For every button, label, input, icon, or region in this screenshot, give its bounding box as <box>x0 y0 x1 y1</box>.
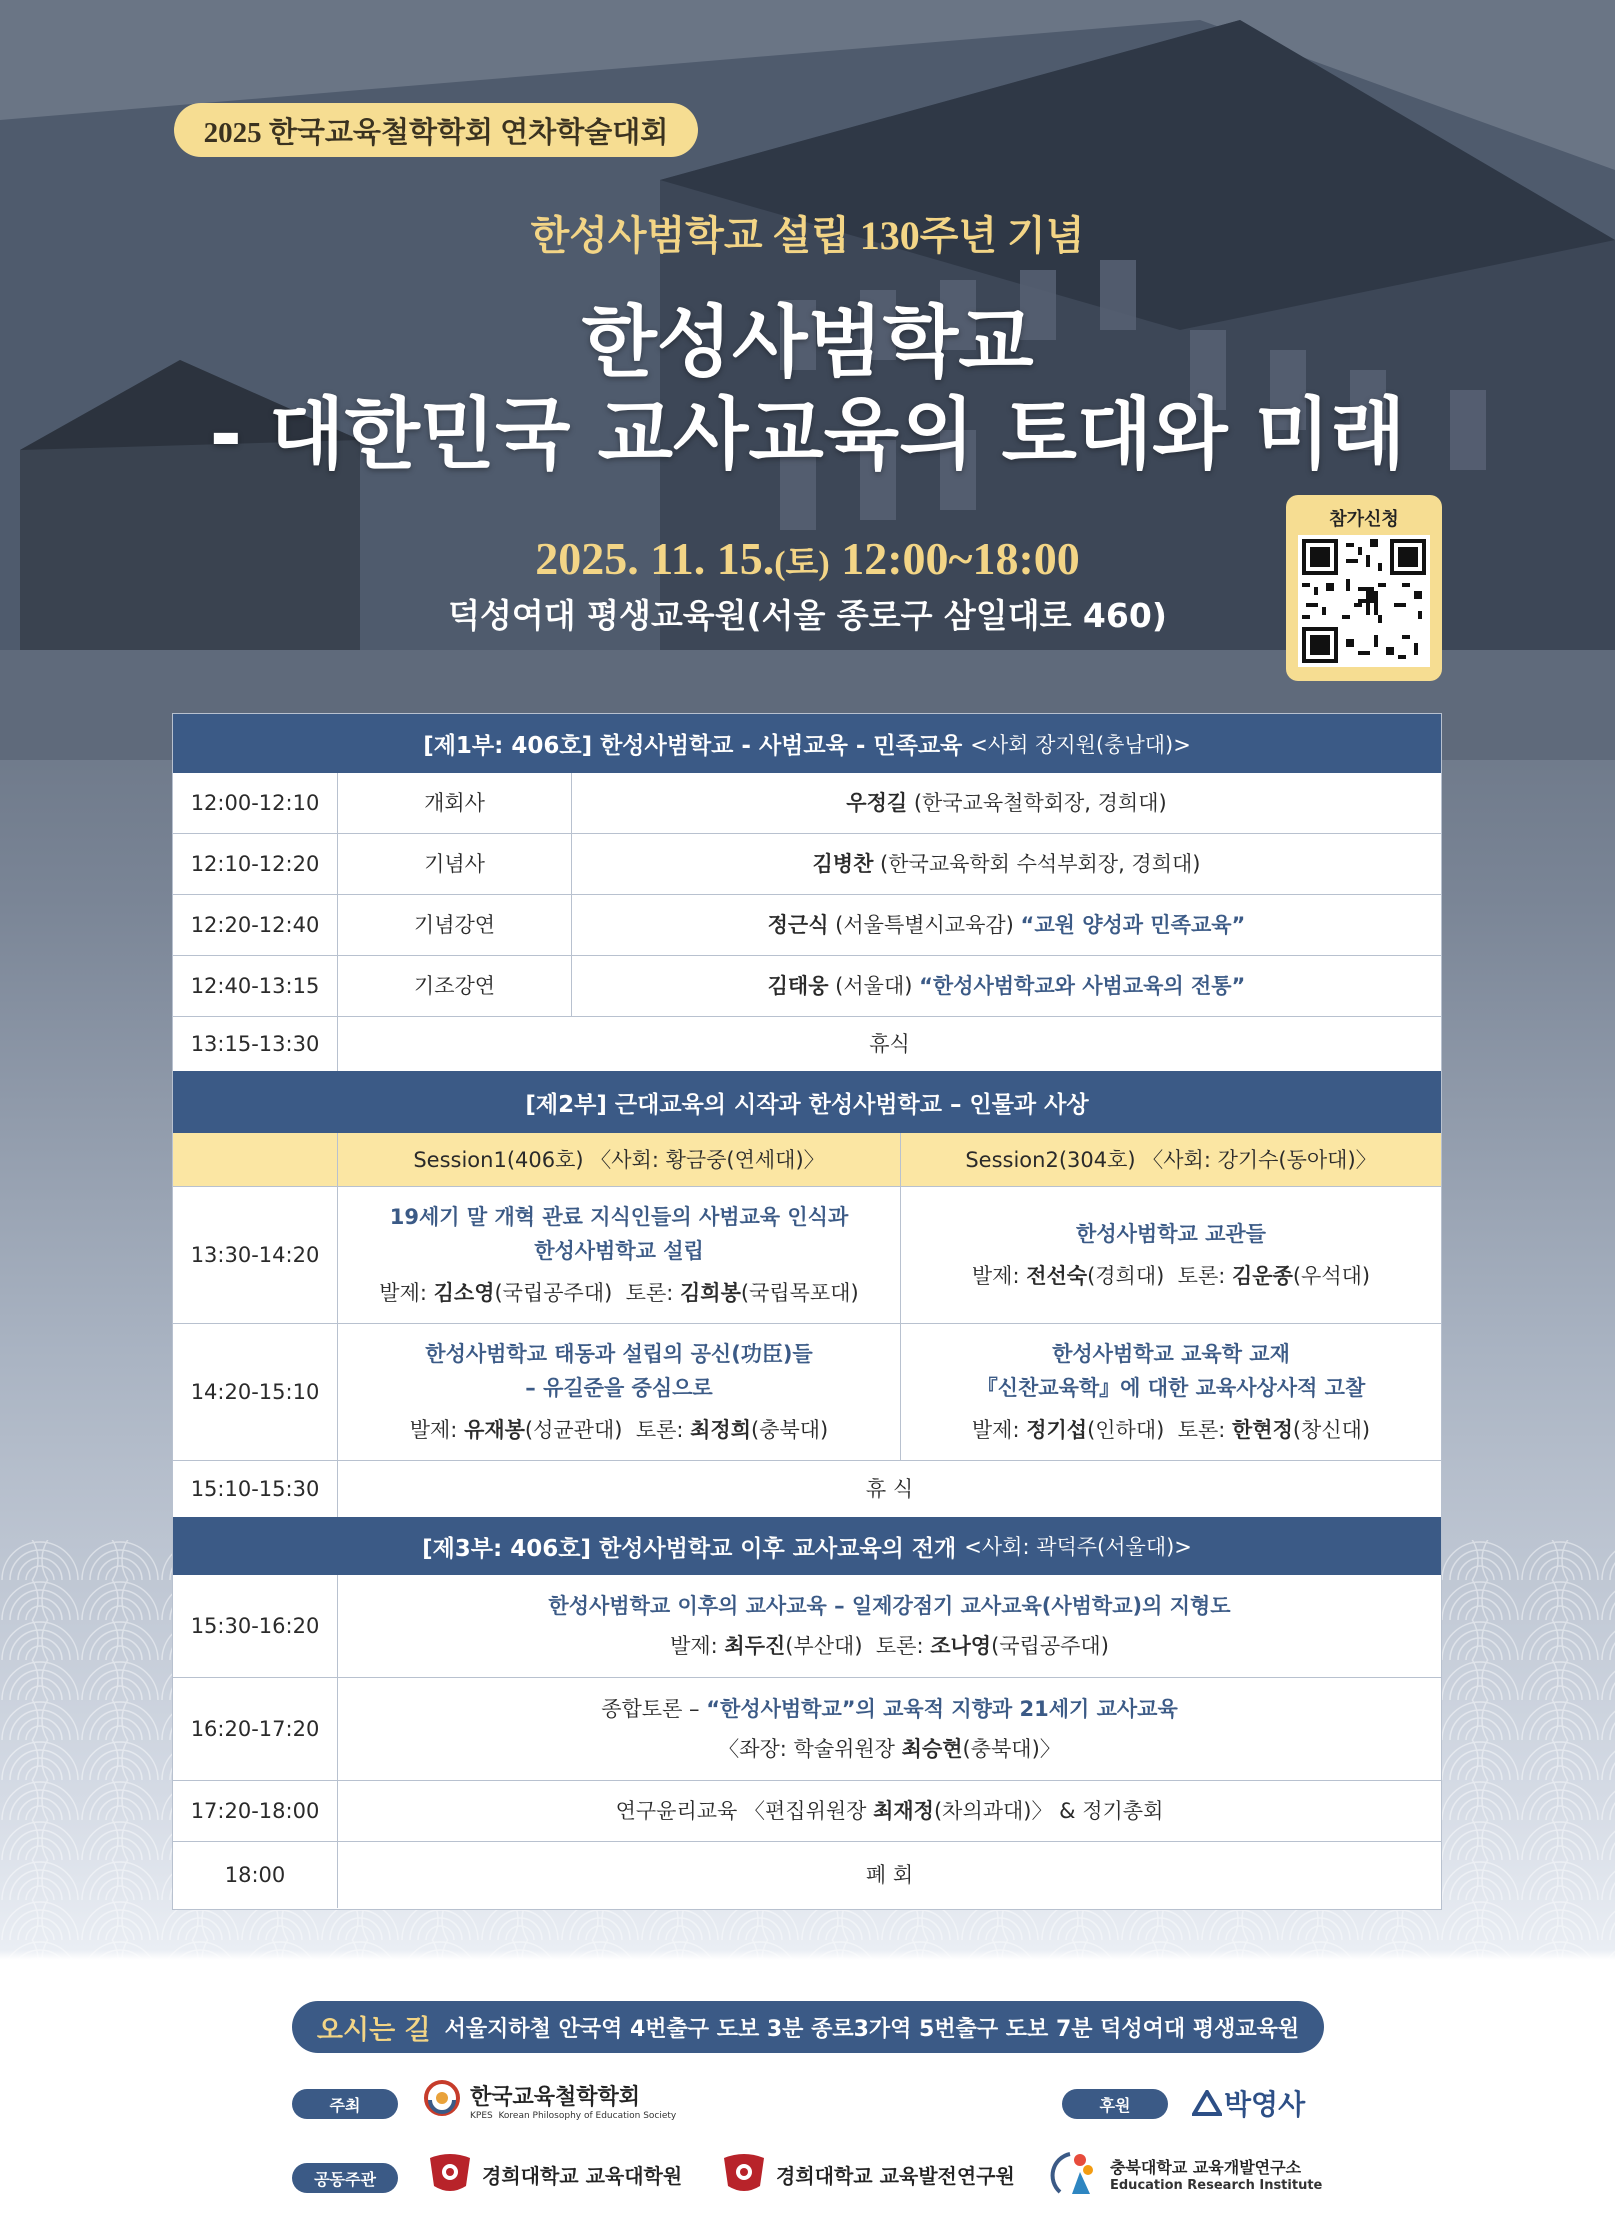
event-venue: 덕성여대 평생교육원(서울 종로구 삼일대로 460) <box>448 596 1167 635</box>
table-row <box>173 1781 1441 1842</box>
speaker-name: 우정길 <box>846 791 908 815</box>
session2-header: Session2(304호) 〈사회: 강기수(동아대)〉 <box>965 1147 1377 1172</box>
presenter-line: 발제: 김소영(국립공주대) 토론: 김희봉(국립목포대) <box>379 1281 859 1305</box>
part3-title: [제3부: 406호] 한성사범학교 이후 교사교육의 전개 <box>422 1535 957 1562</box>
role-cell: 기념사 <box>338 834 572 894</box>
sponsor-name: 박영사 <box>1224 2088 1306 2121</box>
session2-cell <box>901 1187 1441 1323</box>
time-cell: 13:15-13:30 <box>173 1017 338 1071</box>
table-row <box>173 1017 1441 1071</box>
presenter-line: 발제: 전선숙(경희대) 토론: 김운종(우석대) <box>971 1264 1371 1288</box>
event-date: 2025. 11. 15. <box>535 533 775 584</box>
speaker-affiliation: (한국교육철학회장, 경희대) <box>907 791 1167 815</box>
discussant-name: 한현정 <box>1232 1418 1293 1442</box>
host-logo <box>420 2078 676 2122</box>
cbnu-institute-icon <box>1050 2146 1104 2202</box>
ethics-cell: 연구윤리교육 〈편집위원장 최재정(차의과대)〉 & 정기총회 <box>615 1799 1164 1823</box>
discussion-title: 종합토론 – “한성사범학교”의 교육적 지향과 21세기 교사교육 <box>601 1697 1178 1721</box>
session1-cell <box>338 1324 901 1460</box>
part1-title: [제1부: 406호] 한성사범학교 - 사범교육 - 민족교육 <box>423 733 963 759</box>
cohost1-name: 경희대학교 교육대학원 <box>482 2163 683 2188</box>
session2-cell <box>901 1324 1441 1460</box>
cohost2-name: 경희대학교 교육발전연구원 <box>776 2163 1015 2188</box>
presenter-name: 최두진 <box>724 1634 786 1658</box>
table-row <box>173 895 1441 956</box>
part2-header <box>173 1071 1441 1133</box>
presentation-title: – 유길준을 중심으로 <box>525 1376 713 1400</box>
time-cell: 12:10-12:20 <box>173 834 338 894</box>
qr-code-icon[interactable] <box>1298 535 1430 667</box>
time-cell: 12:40-13:15 <box>173 956 338 1016</box>
role-cell: 개회사 <box>338 773 572 833</box>
directions-bar <box>292 2001 1324 2053</box>
speaker-name: 김병찬 <box>812 852 874 876</box>
table-row <box>173 834 1441 895</box>
presenter-name: 김소영 <box>433 1281 495 1305</box>
time-cell: 13:30-14:20 <box>173 1187 338 1323</box>
closing-cell: 폐 회 <box>865 1863 914 1887</box>
editor-name: 최재정 <box>873 1799 934 1823</box>
speaker-affiliation: (서울대) <box>828 974 920 998</box>
table-row <box>173 1678 1441 1781</box>
table-row <box>173 1461 1441 1517</box>
sponsor-label: 후원 <box>1062 2089 1168 2119</box>
time-cell: 18:00 <box>173 1842 338 1908</box>
discussant-name: 김운종 <box>1232 1264 1293 1288</box>
speaker-cell <box>572 773 1441 833</box>
presenter-line: 발제: 최두진(부산대) 토론: 조나영(국립공주대) <box>670 1634 1109 1658</box>
part2-title: [제2부] 근대교육의 시작과 한성사범학교 – 인물과 사상 <box>525 1091 1089 1118</box>
time-cell: 15:10-15:30 <box>173 1461 338 1517</box>
part3-moderator: <사회: 곽덕주(서울대)> <box>964 1535 1192 1559</box>
time-cell: 14:20-15:10 <box>173 1324 338 1460</box>
speaker-cell <box>572 956 1441 1016</box>
table-row <box>173 1575 1441 1678</box>
host-label: 주최 <box>292 2089 398 2119</box>
publisher-triangle-icon <box>1192 2090 1222 2116</box>
presentation-cell <box>338 1575 1441 1677</box>
presenter-line: 발제: 정기섭(인하대) 토론: 한현정(창신대) <box>971 1418 1371 1442</box>
presenter-line: 발제: 유재봉(성균관대) 토론: 최정희(충북대) <box>409 1418 829 1442</box>
discussant-name: 조나영 <box>930 1634 992 1658</box>
time-cell: 12:20-12:40 <box>173 895 338 955</box>
table-row <box>173 1842 1441 1908</box>
role-cell: 기념강연 <box>338 895 572 955</box>
speaker-affiliation: (서울특별시교육감) <box>828 913 1021 937</box>
event-day: (토) <box>774 545 830 582</box>
presentation-title: 19세기 말 개혁 관료 지식인들의 사범교육 인식과 <box>389 1205 849 1229</box>
host-english-name: KPES Korean Philosophy of Education Society <box>470 2110 677 2121</box>
directions-label: 오시는 길 <box>316 2014 431 2046</box>
registration-qr[interactable] <box>1286 495 1442 681</box>
event-subtitle: 한성사범학교 설립 130주년 기념 <box>530 213 1085 258</box>
presentation-title: 한성사범학교 교육학 교재 <box>1052 1342 1290 1366</box>
part1-moderator: <사회 장지원(충남대)> <box>970 732 1191 757</box>
cohost1-logo <box>424 2152 682 2196</box>
presenter-name: 정기섭 <box>1026 1418 1088 1442</box>
presentation-title: 한성사범학교 교관들 <box>1076 1222 1266 1246</box>
lecture-title: “한성사범학교와 사범교육의 전통” <box>919 974 1246 998</box>
break-cell: 휴 식 <box>865 1477 914 1501</box>
presentation-title: 한성사범학교 태동과 설립의 공신(功臣)들 <box>425 1342 813 1366</box>
chair-name: 최승현 <box>901 1737 963 1761</box>
kpes-emblem-icon <box>420 2078 464 2122</box>
table-row <box>173 1324 1441 1461</box>
event-title-secondary: - 대한민국 교사교육의 토대와 미래 <box>209 390 1406 480</box>
discussant-name: 김희봉 <box>680 1281 741 1305</box>
speaker-name: 정근식 <box>767 913 829 937</box>
time-cell: 16:20-17:20 <box>173 1678 338 1780</box>
part1-header <box>173 714 1441 773</box>
session-header-row <box>173 1133 1441 1187</box>
host-name: 한국교육철학학회 <box>470 2084 641 2110</box>
cohost3-name: 충북대학교 교육개발연구소 <box>1110 2158 1302 2177</box>
schedule-table <box>172 713 1442 1910</box>
discussion-cell <box>338 1678 1441 1780</box>
time-cell: 15:30-16:20 <box>173 1575 338 1677</box>
presentation-title: 한성사범학교 이후의 교사교육 – 일제강점기 교사교육(사범학교)의 지형도 <box>548 1594 1231 1618</box>
break-cell: 휴식 <box>869 1032 910 1056</box>
chair-line: 〈좌장: 학술위원장 최승현(충북대)〉 <box>718 1737 1061 1761</box>
session-header-blank <box>173 1133 338 1186</box>
part3-header <box>173 1517 1441 1575</box>
cohost2-logo <box>718 2152 1015 2196</box>
cohost3-logo <box>1050 2146 1322 2202</box>
conference-badge: 2025 한국교육철학학회 연차학술대회 <box>174 103 698 157</box>
role-cell: 기조강연 <box>338 956 572 1016</box>
speaker-cell <box>572 834 1441 894</box>
session1-header: Session1(406호) 〈사회: 황금중(연세대)〉 <box>338 1133 901 1186</box>
speaker-name: 김태웅 <box>767 974 829 998</box>
cohost3-english-name: Education Research Institute <box>1110 2178 1323 2193</box>
speaker-affiliation: (한국교육학회 수석부회장, 경희대) <box>873 852 1201 876</box>
sponsor-logo <box>1192 2083 1305 2123</box>
cohost-label: 공동주관 <box>292 2163 398 2193</box>
discussant-name: 최정희 <box>690 1418 751 1442</box>
table-row <box>173 956 1441 1017</box>
time-cell: 12:00-12:10 <box>173 773 338 833</box>
time-cell: 17:20-18:00 <box>173 1781 338 1841</box>
khu-crest-icon <box>424 2152 476 2196</box>
presentation-title: 『신찬교육학』에 대한 교육사상사적 고찰 <box>976 1376 1366 1400</box>
presentation-title: 한성사범학교 설립 <box>534 1239 704 1263</box>
session1-cell <box>338 1187 901 1323</box>
directions-text: 서울지하철 안국역 4번출구 도보 3분 종로3가역 5번출구 도보 7분 덕성여대 평생교육원 <box>444 2016 1300 2042</box>
presenter-name: 전선숙 <box>1026 1264 1088 1288</box>
presenter-name: 유재봉 <box>464 1418 525 1442</box>
qr-label: 참가신청 <box>1329 509 1399 530</box>
event-title: 한성사범학교 <box>581 298 1034 388</box>
khu-crest-icon <box>718 2152 770 2196</box>
lecture-title: “교원 양성과 민족교육” <box>1020 913 1246 937</box>
event-time: 12:00~18:00 <box>841 533 1080 584</box>
table-row <box>173 1187 1441 1324</box>
speaker-cell <box>572 895 1441 955</box>
table-row <box>173 773 1441 834</box>
